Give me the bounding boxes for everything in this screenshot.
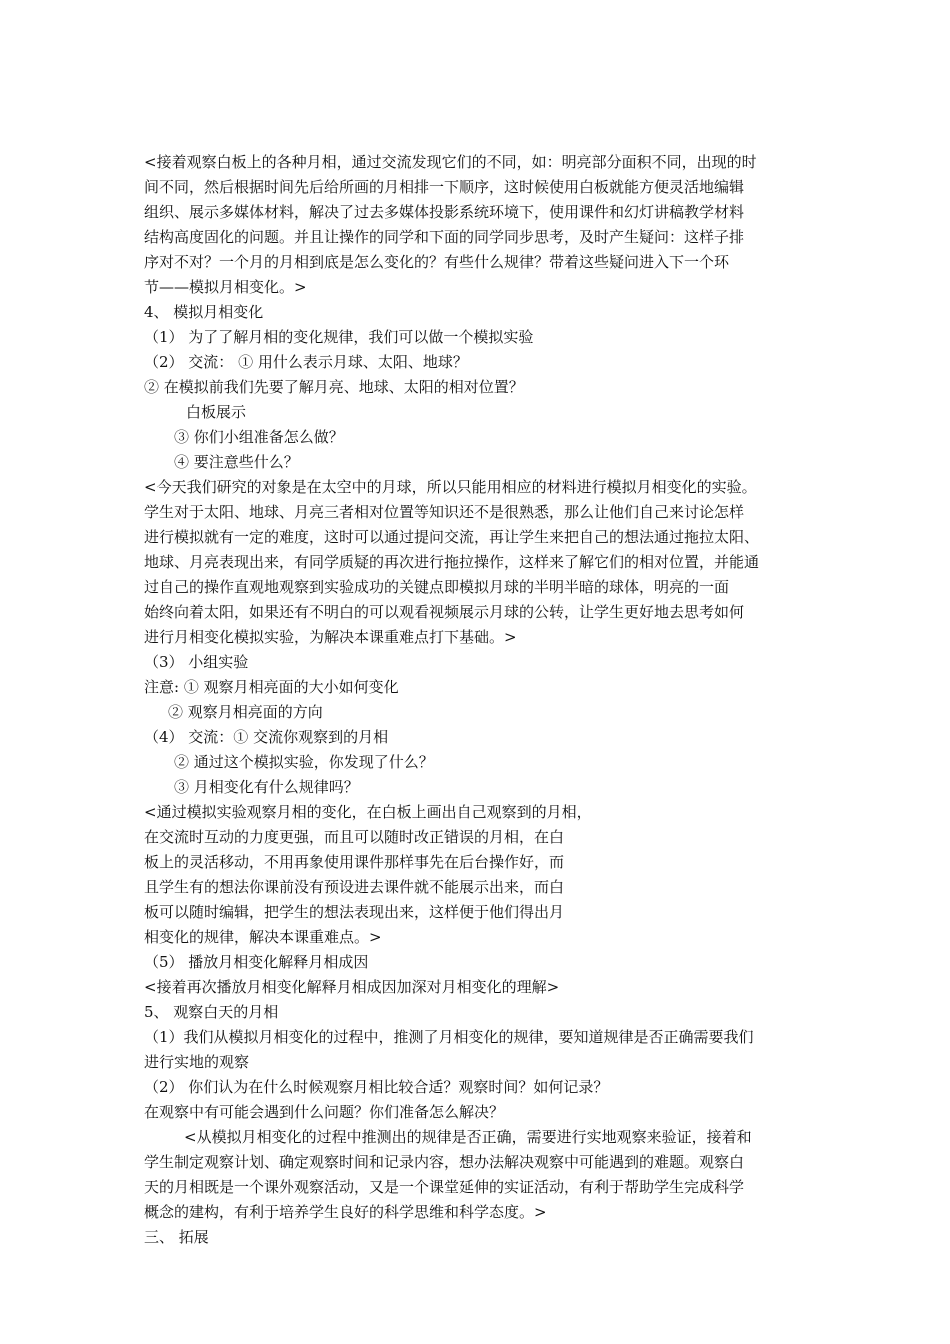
paragraph-line: 板可以随时编辑，把学生的想法表现出来，这样便于他们得出月	[144, 903, 565, 921]
paragraph-line: 天的月相既是一个课外观察活动，又是一个课堂延伸的实证活动，有利于帮助学生完成科学	[144, 1178, 745, 1196]
paragraph-line: 白板展示	[186, 403, 247, 421]
list-item: （5） 播放月相变化解释月相成因	[144, 953, 369, 971]
paragraph-line: 板上的灵活移动，不用再象使用课件那样事先在后台操作好，而	[144, 853, 565, 871]
paragraph-line: 地球、月亮表现出来，有同学质疑的再次进行拖拉操作，这样来了解它们的相对位置，并能通	[144, 553, 760, 571]
list-item: ② 在模拟前我们先要了解月亮、地球、太阳的相对位置？	[144, 378, 524, 396]
list-item: ② 通过这个模拟实验，你发现了什么？	[174, 753, 434, 771]
paragraph-line: <通过模拟实验观察月相的变化，在白板上画出自己观察到的月相，	[144, 803, 592, 821]
paragraph-line: 组织、展示多媒体材料，解决了过去多媒体投影系统环境下，使用课件和幻灯讲稿教学材料	[144, 203, 745, 221]
list-item: ④ 要注意些什么？	[174, 453, 299, 471]
paragraph-line: 序对不对？一个月的月相到底是怎么变化的？有些什么规律？带着这些疑问进入下一个环	[144, 253, 730, 271]
list-item: 注意: ① 观察月相亮面的大小如何变化	[144, 678, 399, 696]
section-heading: 5、 观察白天的月相	[144, 1003, 279, 1021]
list-item: （3） 小组实验	[144, 653, 249, 671]
paragraph-line: 节——模拟月相变化。>	[144, 278, 307, 296]
list-item: （2） 交流： ① 用什么表示月球、太阳、地球？	[144, 353, 468, 371]
paragraph-line: <接着再次播放月相变化解释月相成因加深对月相变化的理解>	[144, 978, 560, 996]
paragraph-line: 且学生有的想法你课前没有预设进去课件就不能展示出来，而白	[144, 878, 565, 896]
paragraph-line: <接着观察白板上的各种月相，通过交流发现它们的不同，如：明亮部分面积不同，出现的时	[144, 153, 757, 171]
list-item: （1）我们从模拟月相变化的过程中，推测了月相变化的规律，要知道规律是否正确需要我们	[144, 1028, 754, 1046]
section-heading: 4、 模拟月相变化	[144, 303, 264, 321]
paragraph-line: 在交流时互动的力度更强，而且可以随时改正错误的月相，在白	[144, 828, 565, 846]
section-heading: 三、 拓展	[144, 1228, 209, 1246]
paragraph-line: <从模拟月相变化的过程中推测出的规律是否正确，需要进行实地观察来验证，接着和	[184, 1128, 752, 1146]
paragraph-line: 始终向着太阳，如果还有不明白的可以观看视频展示月球的公转，让学生更好地去思考如何	[144, 603, 745, 621]
paragraph-line: 进行月相变化模拟实验，为解决本课重难点打下基础。>	[144, 628, 517, 646]
list-item: （4） 交流：① 交流你观察到的月相	[144, 728, 389, 746]
paragraph-line: 概念的建构，有利于培养学生良好的科学思维和科学态度。>	[144, 1203, 547, 1221]
list-item: （2） 你们认为在什么时候观察月相比较合适？观察时间？如何记录？	[144, 1078, 609, 1096]
paragraph-line: 过自己的操作直观地观察到实验成功的关键点即模拟月球的半明半暗的球体，明亮的一面	[144, 578, 730, 596]
paragraph-line: 在观察中有可能会遇到什么问题？你们准备怎么解决？	[144, 1103, 505, 1121]
list-item: ③ 月相变化有什么规律吗？	[174, 778, 359, 796]
paragraph-line: 学生对于太阳、地球、月亮三者相对位置等知识还不是很熟悉，那么让他们自己来讨论怎样	[144, 503, 745, 521]
list-item: （1） 为了了解月相的变化规律，我们可以做一个模拟实验	[144, 328, 534, 346]
paragraph-line: 进行实地的观察	[144, 1053, 250, 1071]
paragraph-line: 结构高度固化的问题。并且让操作的同学和下面的同学同步思考，及时产生疑问：这样子排	[144, 228, 745, 246]
paragraph-line: 学生制定观察计划、确定观察时间和记录内容，想办法解决观察中可能遇到的难题。观察白	[144, 1153, 745, 1171]
paragraph-line: 间不同，然后根据时间先后给所画的月相排一下顺序，这时候使用白板就能方便灵活地编辑	[144, 178, 745, 196]
paragraph-line: <今天我们研究的对象是在太空中的月球，所以只能用相应的材料进行模拟月相变化的实验。	[144, 478, 757, 496]
list-item: ② 观察月相亮面的方向	[168, 703, 323, 721]
list-item: ③ 你们小组准备怎么做？	[174, 428, 344, 446]
paragraph-line: 相变化的规律，解决本课重难点。>	[144, 928, 382, 946]
paragraph-line: 进行模拟就有一定的难度，这时可以通过提问交流，再让学生来把自己的想法通过拖拉太阳、	[144, 528, 760, 546]
